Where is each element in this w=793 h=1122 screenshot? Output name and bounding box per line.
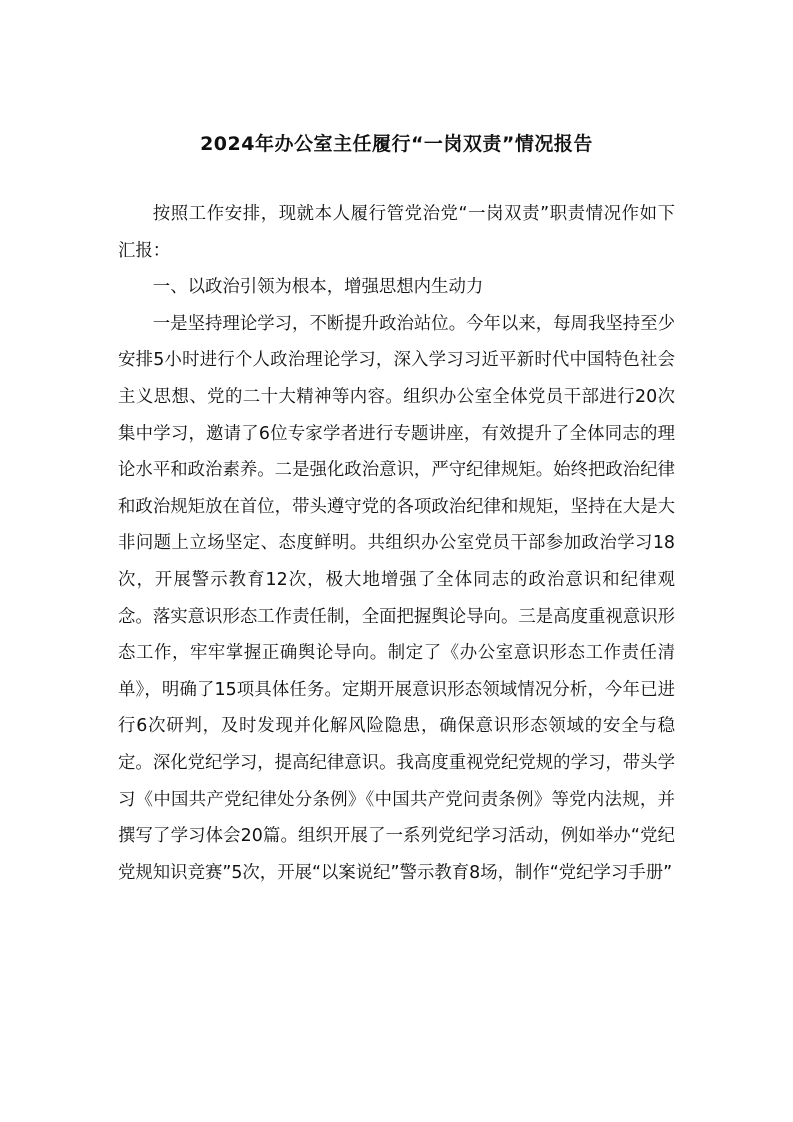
intro-paragraph: 按照工作安排，现就本人履行管党治党“一岗双责”职责情况作如下汇报： [118, 204, 675, 261]
body-paragraph: 一是坚持理论学习，不断提升政治站位。今年以来，每周我坚持至少安排5小时进行个人政治理论学习，深入学习习近平新时代中国特色社会主义思想、党的二十大精神等内容。组织办公室全体党员干部进行20次集中学习，邀请了6位专家学者进行专题讲座，有效提升了全体同志的理论水平和政治素养。二是强化政治意识，严守纪律规矩。始终把政治纪律和政治规矩放在首位，带头遵守党的各项政治纪律和规矩，坚持在大是大非问题上立场坚定、态度鲜明。共组织办公室党员干部参加政治学习18次，开展警示教育12次，极大地增强了全体同志的政治意识和纪律观念。落实意识形态工作责任制，全面把握舆论导向。三是高度重视意识形态工作，牢牢掌握正确舆论导向。制定了《办公室意识形态工作责任清单》，明确了15项具体任务。定期开展意识形态领域情况分析，今年已进行6次研判，及时发现并化解风险隐患，确保意识形态领域的安全与稳定。深化党纪学习，提高纪律意识。我高度重视党纪党规的学习，带头学习《中国共产党纪律处分条例》《中国共产党问责条例》等党内法规，并撰写了学习体会20篇。组织开展了一系列党纪学习活动，例如举办“党纪党规知识竞赛”5次，开展“以案说纪”警示教育8场，制作“党纪学习手册” [118, 313, 675, 883]
document-body [118, 196, 675, 891]
section-heading: 一、以政治引领为根本，增强思想内生动力 [152, 277, 484, 298]
document-title: 2024年办公室主任履行“一岗双责”情况报告 [200, 133, 593, 155]
